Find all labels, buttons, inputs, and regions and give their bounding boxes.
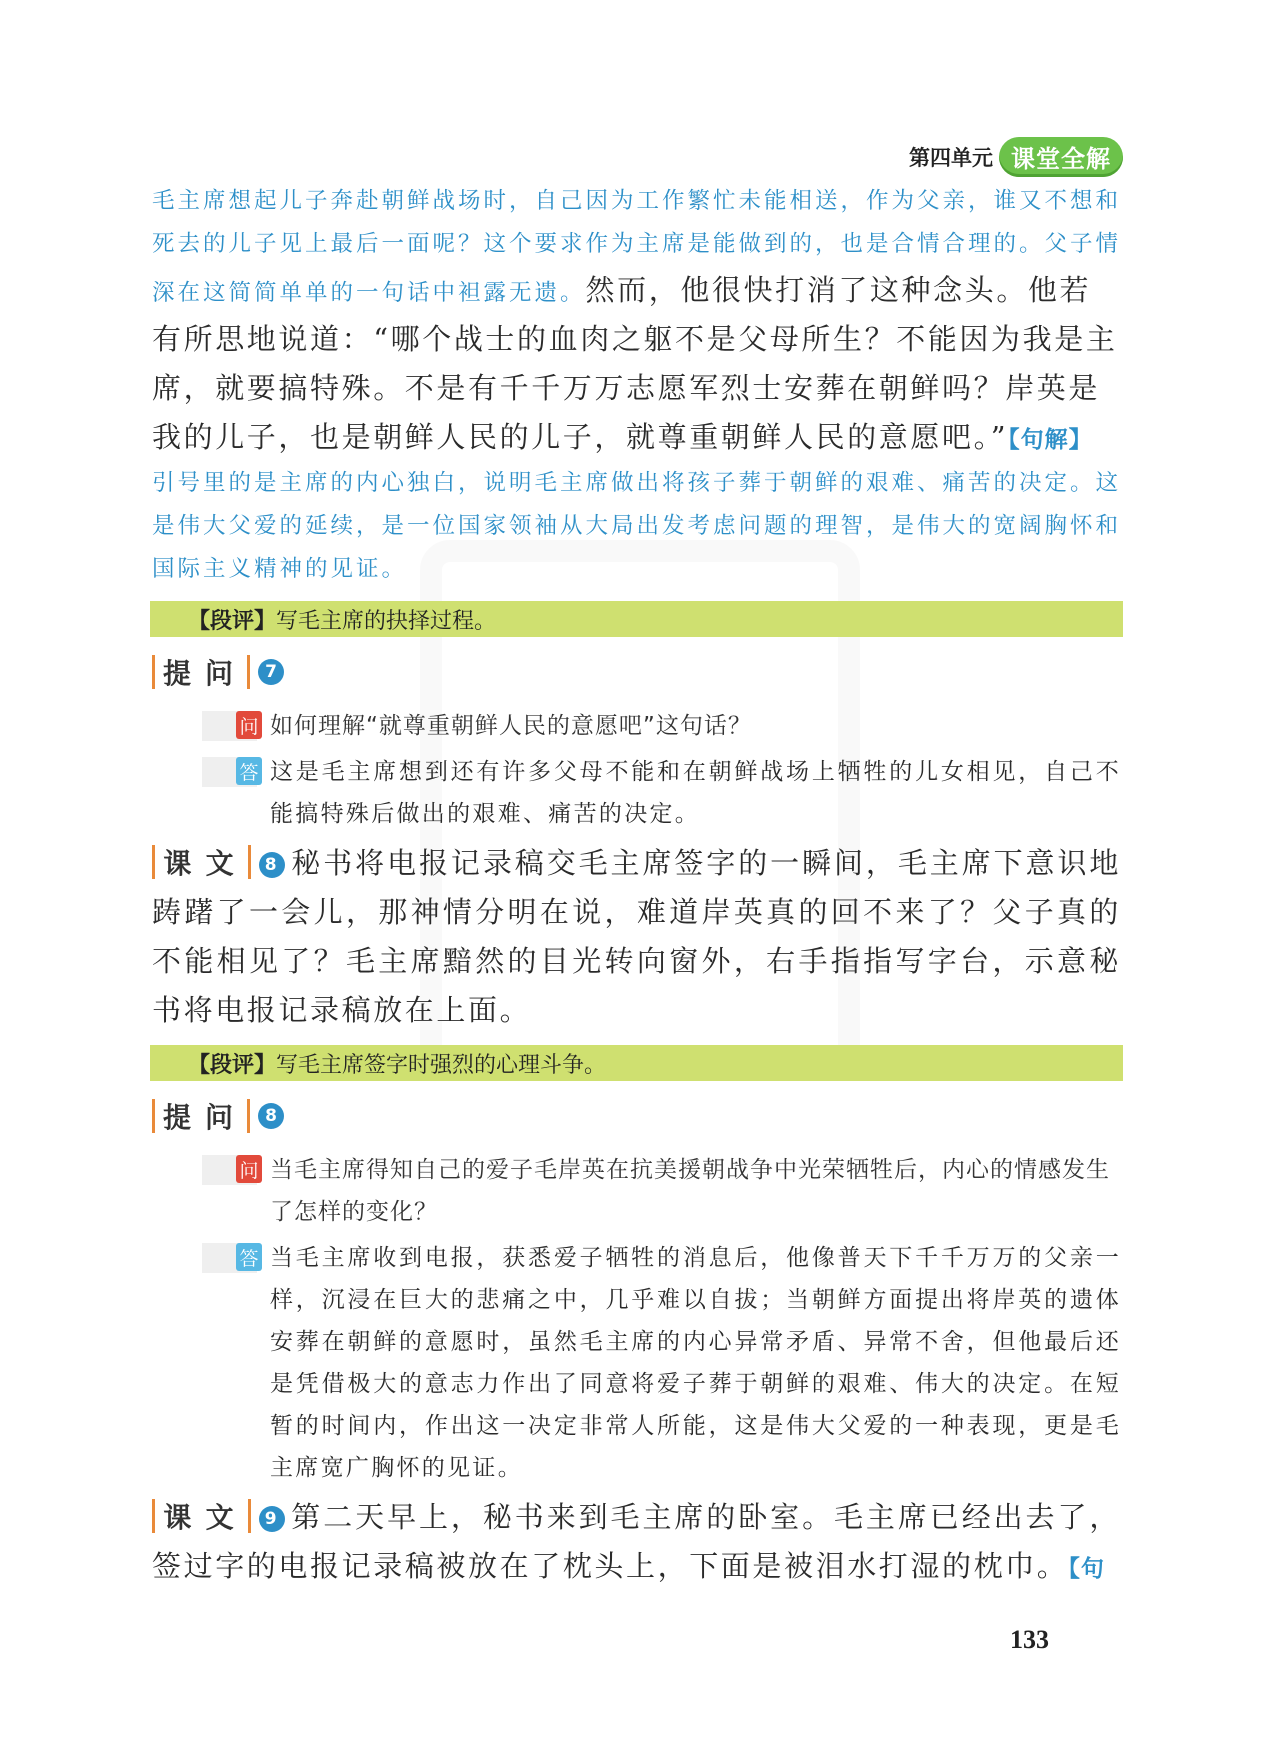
right-bar (248, 845, 251, 879)
right-bar (247, 655, 250, 689)
question-badge: 问 (236, 711, 262, 739)
number-badge: 8 (259, 852, 285, 878)
review-tag: 【段评】 (188, 1052, 277, 1078)
answer-badge: 答 (236, 757, 262, 785)
heading-label: 提问 (163, 1101, 248, 1134)
lesson-text: 第二天早上，秘书来到毛主席的卧室。毛主席已经出去了，签过字的电报记录稿被放在了枕头上，下面是被泪水打湿的枕巾。 (152, 1500, 1121, 1583)
right-bar (247, 1099, 250, 1133)
page-number: 133 (1010, 1625, 1049, 1654)
number-badge: 7 (258, 659, 284, 685)
heading-label: 课文 (163, 847, 248, 880)
review-text: 写毛主席的抉择过程。 (276, 608, 497, 634)
left-bar (152, 1499, 155, 1533)
review-text: 写毛主席签字时强烈的心理斗争。 (276, 1052, 607, 1078)
left-bar (152, 1099, 155, 1133)
answer-block (152, 751, 1121, 835)
answer-badge: 答 (236, 1243, 262, 1271)
sentence-analysis-text: 引号里的是主席的内心独白，说明毛主席做出将孩子葬于朝鲜的艰难、痛苦的决定。这是伟大父爱的延续，是一位国家领袖从大局出发考虑问题的理智，是伟大的宽阔胸怀和国际主义精神的见证。 (152, 470, 1122, 582)
paragraph-review-band (150, 601, 1123, 637)
page-content (152, 180, 1121, 1594)
left-bar (152, 655, 155, 689)
paragraph-review-band (150, 1045, 1123, 1081)
page-header (909, 138, 1123, 176)
heading-label: 课文 (163, 1501, 248, 1534)
left-bar (152, 845, 155, 879)
question-block (152, 705, 1121, 747)
lesson-text: 秘书将电报记录稿交毛主席签字的一瞬间，毛主席下意识地踌躇了一会儿，那神情分明在说，难道岸英真的回不来了？父子真的不能相见了？毛主席黯然的目光转向窗外，右手指指写字台，示意秘书将电报记录稿放在上面。 (152, 846, 1121, 1027)
sentence-analysis-tag: 【句解】 (1008, 427, 1093, 453)
lesson-paragraph-9 (152, 1493, 1121, 1594)
heading-label: 提问 (163, 657, 248, 690)
number-badge: 9 (259, 1506, 285, 1532)
commentary-text: 毛主席想起儿子奔赴朝鲜战场时，自己因为工作繁忙未能相送，作为父亲，谁又不想和死去的儿子见上最后一面呢？这个要求作为主席是能做到的，也是合情合理的。父子情深在这简简单单的一句话中袒露无遗。 (152, 188, 1122, 306)
answer-text: 这是毛主席想到还有许多父母不能和在朝鲜战场上牺牲的儿女相见，自己不能搞特殊后做出的艰难、痛苦的决定。 (270, 759, 1121, 827)
lesson-text: 然而，他很快打消了这种念头。他若有所思地说道：“哪个战士的血肉之躯不是父母所生？不能因为我是主席，就要搞特殊。不是有千千万万志愿军烈士安葬在朝鲜吗？岸英是我的儿子，也是朝鲜人民的儿子，就尊重朝鲜人民的意愿吧。” (152, 273, 1118, 454)
brand-logo: 课堂全解 (999, 137, 1123, 177)
answer-block (152, 1237, 1121, 1489)
number-badge: 8 (258, 1103, 284, 1129)
unit-label: 第四单元 (909, 146, 993, 170)
question-heading-7 (152, 643, 1121, 701)
question-heading-8 (152, 1087, 1121, 1145)
paragraph-1 (152, 180, 1121, 462)
sentence-analysis-tag: 【句 (1068, 1556, 1105, 1582)
review-tag: 【段评】 (188, 608, 277, 634)
question-badge: 问 (236, 1155, 262, 1183)
question-block (152, 1149, 1121, 1233)
right-bar (248, 1499, 251, 1533)
question-text: 如何理解“就尊重朝鲜人民的意愿吧”这句话？ (270, 713, 752, 739)
lesson-paragraph-8 (152, 839, 1121, 1035)
question-text: 当毛主席得知自己的爱子毛岸英在抗美援朝战争中光荣牺牲后，内心的情感发生了怎样的变化？ (270, 1157, 1110, 1225)
answer-text: 当毛主席收到电报，获悉爱子牺牲的消息后，他像普天下千千万万的父亲一样，沉浸在巨大的悲痛之中，几乎难以自拔；当朝鲜方面提出将岸英的遗体安葬在朝鲜的意愿时，虽然毛主席的内心异常矛盾、异常不舍，但他最后还是凭借极大的意志力作出了同意将爱子葬于朝鲜的艰难、伟大的决定。在短暂的时间内，作出这一决定非常人所能，这是伟大父爱的一种表现，更是毛主席宽广胸怀的见证。 (270, 1245, 1121, 1481)
